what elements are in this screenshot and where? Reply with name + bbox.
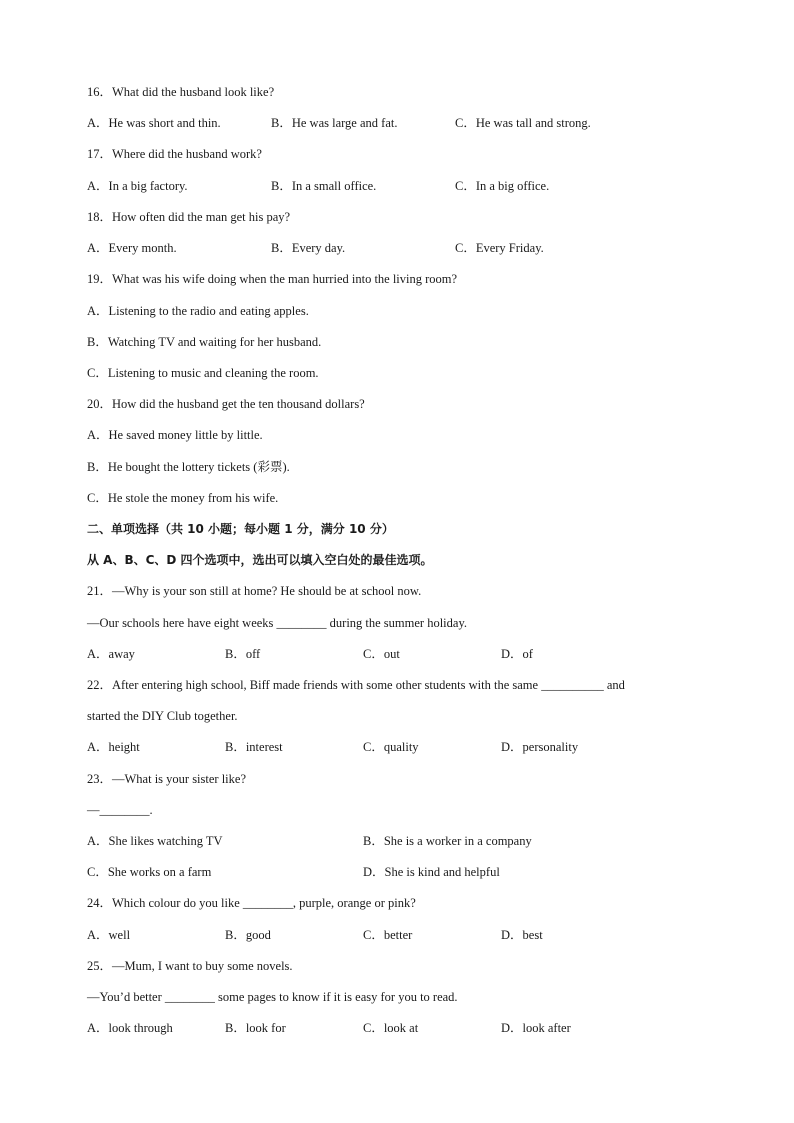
q24-option-a: A．well	[87, 928, 131, 942]
q17-option-a: A．In a big factory.	[87, 179, 188, 193]
q18-option-a: A．Every month.	[87, 241, 177, 255]
q22-option-a: A．height	[87, 740, 140, 754]
section-heading: 二、单项选择（共 10 小题；每小题 1 分，满分 10 分）	[87, 522, 394, 536]
q20-option-a: A．He saved money little by little.	[87, 428, 263, 442]
question-16: 16．What did the husband look like?	[87, 85, 275, 99]
question-23: 23．—What is your sister like?	[87, 772, 246, 786]
q22-option-d: D．personality	[501, 740, 579, 754]
q16-option-b: B．He was large and fat.	[271, 116, 398, 130]
question-21-reply: —Our schools here have eight weeks ________ during the summer holiday.	[87, 616, 468, 630]
question-22: 22．After entering high school, Biff made friends with some other students with the same __________ and	[87, 678, 625, 692]
question-21: 21．—Why is your son still at home? He should be at school now.	[87, 584, 422, 598]
q25-option-c: C．look at	[363, 1021, 419, 1035]
q16-option-c: C．He was tall and strong.	[455, 116, 591, 130]
q21-option-d: D．of	[501, 647, 533, 661]
q19-option-a: A．Listening to the radio and eating apples.	[87, 304, 309, 318]
question-24: 24．Which colour do you like ________, purple, orange or pink?	[87, 896, 416, 910]
q18-option-c: C．Every Friday.	[455, 241, 544, 255]
question-25-reply: —You’d better ________ some pages to know if it is easy for you to read.	[87, 990, 458, 1004]
q19-option-b: B．Watching TV and waiting for her husband.	[87, 335, 322, 349]
question-17: 17．Where did the husband work?	[87, 147, 262, 161]
question-23-reply: —________.	[87, 803, 153, 817]
section-instruction: 从 A、B、C、D 四个选项中，选出可以填入空白处的最佳选项。	[87, 553, 433, 567]
q25-option-d: D．look after	[501, 1021, 571, 1035]
question-25: 25．—Mum, I want to buy some novels.	[87, 959, 293, 973]
q22-option-b: B．interest	[225, 740, 283, 754]
q21-option-a: A．away	[87, 647, 135, 661]
q22-option-c: C．quality	[363, 740, 419, 754]
q16-option-a: A．He was short and thin.	[87, 116, 221, 130]
q18-option-b: B．Every day.	[271, 241, 346, 255]
q19-option-c: C．Listening to music and cleaning the room.	[87, 366, 319, 380]
q17-option-c: C．In a big office.	[455, 179, 550, 193]
q23-option-d: D．She is kind and helpful	[363, 865, 500, 879]
q23-option-c: C．She works on a farm	[87, 865, 212, 879]
q23-option-b: B．She is a worker in a company	[363, 834, 532, 848]
q17-option-b: B．In a small office.	[271, 179, 377, 193]
q21-option-b: B．off	[225, 647, 261, 661]
question-20: 20．How did the husband get the ten thousand dollars?	[87, 397, 365, 411]
q24-option-d: D．best	[501, 928, 543, 942]
q23-option-a: A．She likes watching TV	[87, 834, 223, 848]
q21-option-c: C．out	[363, 647, 400, 661]
q25-option-b: B．look for	[225, 1021, 286, 1035]
question-18: 18．How often did the man get his pay?	[87, 210, 291, 224]
q20-option-b: B．He bought the lottery tickets (彩票).	[87, 460, 290, 474]
q20-option-c: C．He stole the money from his wife.	[87, 491, 279, 505]
question-22-cont: started the DIY Club together.	[87, 709, 238, 723]
q24-option-c: C．better	[363, 928, 413, 942]
q25-option-a: A．look through	[87, 1021, 173, 1035]
question-19: 19．What was his wife doing when the man hurried into the living room?	[87, 272, 458, 286]
q24-option-b: B．good	[225, 928, 271, 942]
